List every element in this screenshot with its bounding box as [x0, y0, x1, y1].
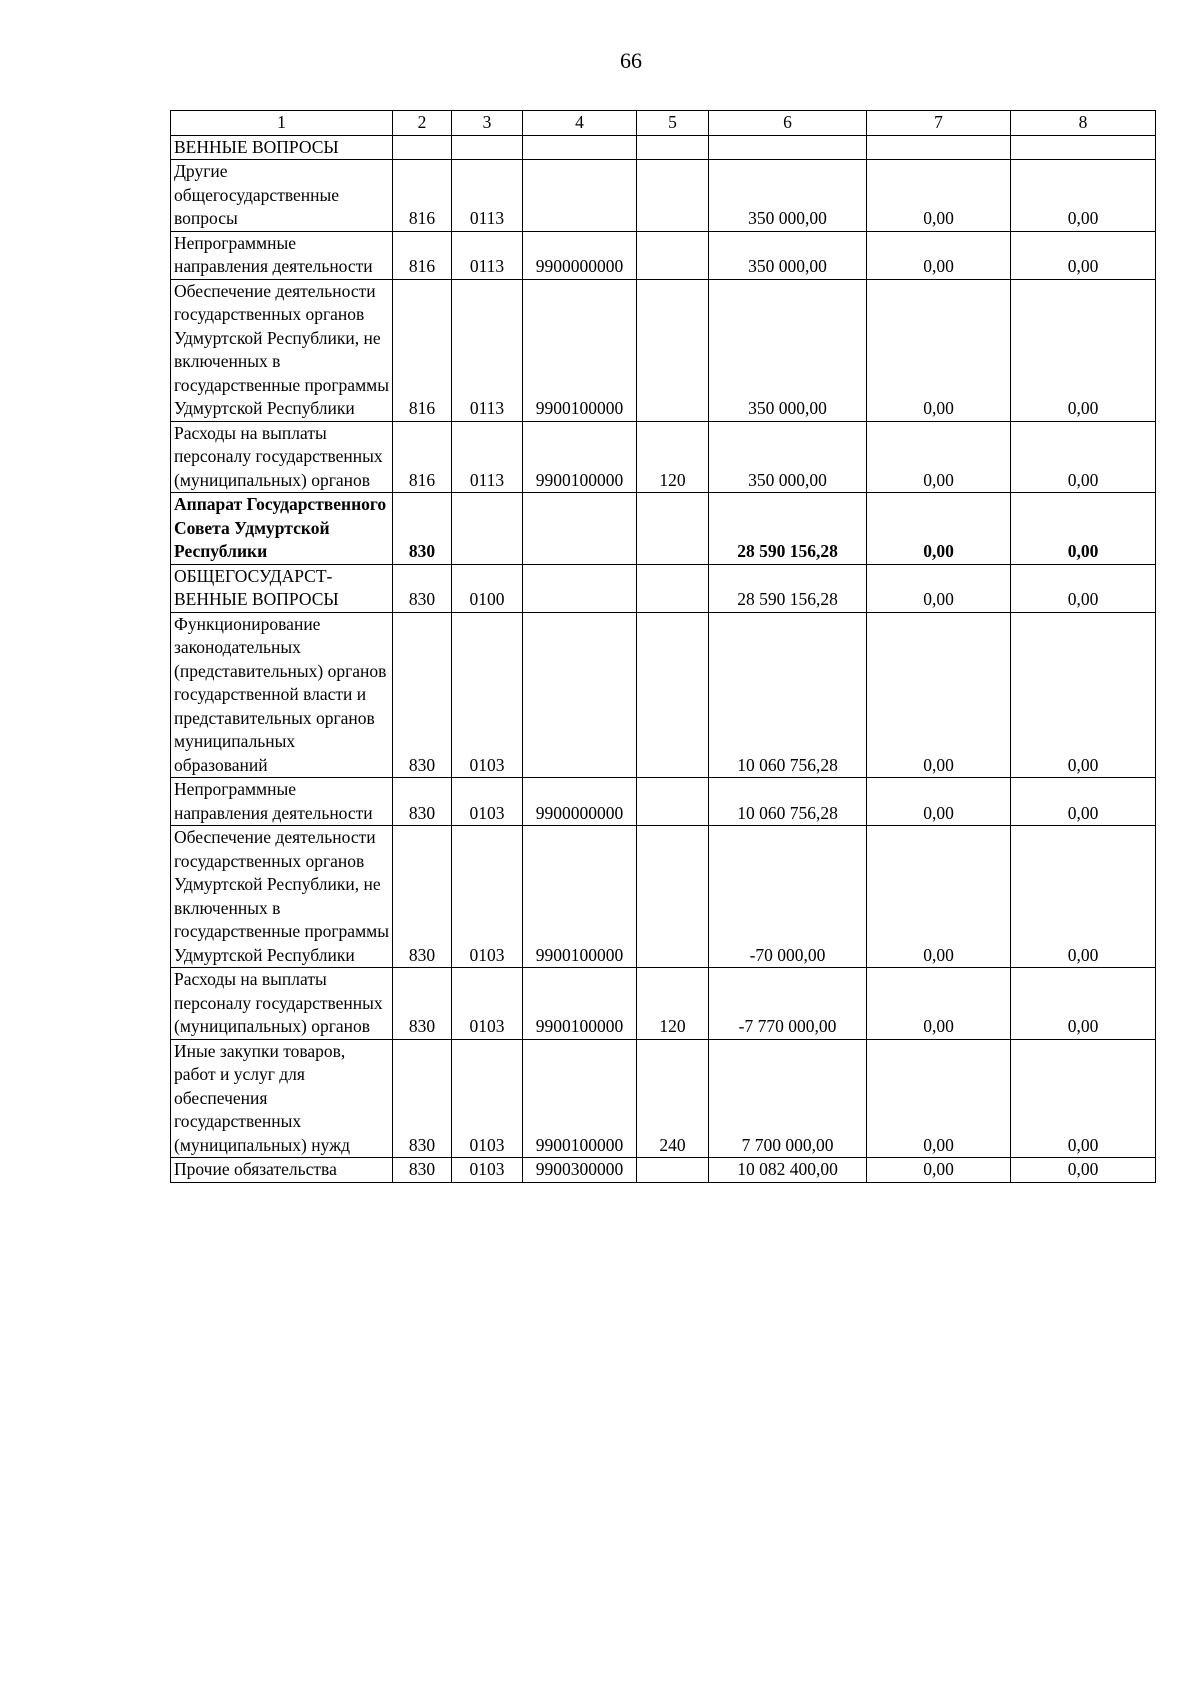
row-name-cell: Аппарат Государственного Совета Удмуртской Республики: [171, 493, 393, 565]
table-row: [171, 160, 1156, 232]
amount-year2-cell: 0,00: [867, 826, 1011, 968]
row-name-cell: Расходы на выплаты персоналу государственных (муниципальных) органов: [171, 968, 393, 1040]
section-code-cell: [452, 493, 523, 565]
column-header: 6: [709, 111, 867, 136]
row-name-cell: Функционирование законодательных (представительных) органов государственной власти и представительных органов муниципальных образований: [171, 612, 393, 778]
target-article-cell: 9900000000: [523, 231, 637, 279]
section-code-cell: 0103: [452, 612, 523, 778]
section-code-cell: 0103: [452, 1039, 523, 1158]
amount-year2-cell: 0,00: [867, 231, 1011, 279]
section-code-cell: 0103: [452, 1158, 523, 1183]
amount-cell: 7 700 000,00: [709, 1039, 867, 1158]
row-name-cell: ВЕННЫЕ ВОПРОСЫ: [171, 135, 393, 160]
target-article-cell: 9900000000: [523, 778, 637, 826]
target-article-cell: 9900100000: [523, 279, 637, 421]
amount-year3-cell: [1011, 135, 1156, 160]
amount-cell: 350 000,00: [709, 231, 867, 279]
row-name-cell: ОБЩЕГОСУДАРСТ-ВЕННЫЕ ВОПРОСЫ: [171, 564, 393, 612]
amount-year2-cell: 0,00: [867, 612, 1011, 778]
grbs-code-cell: 830: [393, 612, 452, 778]
amount-year3-cell: 0,00: [1011, 968, 1156, 1040]
amount-year3-cell: 0,00: [1011, 564, 1156, 612]
target-article-cell: 9900100000: [523, 968, 637, 1040]
amount-cell: 350 000,00: [709, 279, 867, 421]
grbs-code-cell: 830: [393, 1158, 452, 1183]
target-article-cell: 9900100000: [523, 826, 637, 968]
section-code-cell: 0103: [452, 826, 523, 968]
amount-year2-cell: 0,00: [867, 493, 1011, 565]
amount-year2-cell: 0,00: [867, 160, 1011, 232]
row-name-cell: Прочие обязательства: [171, 1158, 393, 1183]
expense-type-cell: 240: [637, 1039, 709, 1158]
section-code-cell: 0113: [452, 421, 523, 493]
amount-cell: 10 060 756,28: [709, 778, 867, 826]
amount-year3-cell: 0,00: [1011, 231, 1156, 279]
target-article-cell: 9900300000: [523, 1158, 637, 1183]
target-article-cell: 9900100000: [523, 1039, 637, 1158]
expense-type-cell: [637, 612, 709, 778]
expense-type-cell: [637, 279, 709, 421]
column-header: 3: [452, 111, 523, 136]
amount-cell: -70 000,00: [709, 826, 867, 968]
grbs-code-cell: 816: [393, 279, 452, 421]
amount-cell: [709, 135, 867, 160]
row-name-cell: Обеспечение деятельности государственных органов Удмуртской Республики, не включенных в государственные программы Удмуртской Республики: [171, 826, 393, 968]
grbs-code-cell: 830: [393, 1039, 452, 1158]
target-article-cell: [523, 564, 637, 612]
table-row: [171, 493, 1156, 565]
row-name-cell: Другие общегосударственные вопросы: [171, 160, 393, 232]
amount-year2-cell: 0,00: [867, 564, 1011, 612]
table-row: [171, 968, 1156, 1040]
grbs-code-cell: 830: [393, 778, 452, 826]
target-article-cell: [523, 135, 637, 160]
amount-cell: 28 590 156,28: [709, 493, 867, 565]
grbs-code-cell: 830: [393, 826, 452, 968]
table-row: [171, 231, 1156, 279]
target-article-cell: 9900100000: [523, 421, 637, 493]
amount-year3-cell: 0,00: [1011, 612, 1156, 778]
table-row: [171, 1158, 1156, 1183]
grbs-code-cell: 816: [393, 160, 452, 232]
section-code-cell: 0100: [452, 564, 523, 612]
column-header: 1: [171, 111, 393, 136]
expense-type-cell: [637, 1158, 709, 1183]
amount-year3-cell: 0,00: [1011, 1158, 1156, 1183]
section-code-cell: [452, 135, 523, 160]
expense-type-cell: 120: [637, 968, 709, 1040]
expense-type-cell: [637, 826, 709, 968]
expense-type-cell: [637, 160, 709, 232]
amount-year2-cell: 0,00: [867, 778, 1011, 826]
section-code-cell: 0113: [452, 231, 523, 279]
table-row: [171, 778, 1156, 826]
grbs-code-cell: 830: [393, 968, 452, 1040]
target-article-cell: [523, 493, 637, 565]
amount-cell: -7 770 000,00: [709, 968, 867, 1040]
amount-cell: 350 000,00: [709, 421, 867, 493]
amount-year3-cell: 0,00: [1011, 826, 1156, 968]
section-code-cell: 0113: [452, 160, 523, 232]
section-code-cell: 0113: [452, 279, 523, 421]
expense-type-cell: 120: [637, 421, 709, 493]
column-header: 2: [393, 111, 452, 136]
column-header: 4: [523, 111, 637, 136]
target-article-cell: [523, 160, 637, 232]
expense-type-cell: [637, 231, 709, 279]
expense-type-cell: [637, 493, 709, 565]
grbs-code-cell: 830: [393, 493, 452, 565]
amount-year3-cell: 0,00: [1011, 1039, 1156, 1158]
column-header: 7: [867, 111, 1011, 136]
amount-cell: 10 060 756,28: [709, 612, 867, 778]
row-name-cell: Иные закупки товаров, работ и услуг для обеспечения государственных (муниципальных) нужд: [171, 1039, 393, 1158]
amount-year2-cell: [867, 135, 1011, 160]
amount-cell: 28 590 156,28: [709, 564, 867, 612]
table-row: [171, 826, 1156, 968]
amount-year3-cell: 0,00: [1011, 279, 1156, 421]
amount-year3-cell: 0,00: [1011, 778, 1156, 826]
page-number: 66: [620, 48, 642, 73]
table-row: [171, 135, 1156, 160]
table-row: [171, 1039, 1156, 1158]
row-name-cell: Расходы на выплаты персоналу государственных (муниципальных) органов: [171, 421, 393, 493]
amount-year2-cell: 0,00: [867, 1039, 1011, 1158]
grbs-code-cell: 830: [393, 564, 452, 612]
grbs-code-cell: 816: [393, 231, 452, 279]
amount-cell: 350 000,00: [709, 160, 867, 232]
target-article-cell: [523, 612, 637, 778]
budget-table: [170, 110, 1156, 1183]
amount-year2-cell: 0,00: [867, 1158, 1011, 1183]
amount-year3-cell: 0,00: [1011, 421, 1156, 493]
amount-year3-cell: 0,00: [1011, 493, 1156, 565]
table-row: [171, 612, 1156, 778]
table-row: [171, 421, 1156, 493]
row-name-cell: Непрограммные направления деятельности: [171, 231, 393, 279]
table-row: [171, 564, 1156, 612]
amount-year2-cell: 0,00: [867, 279, 1011, 421]
expense-type-cell: [637, 564, 709, 612]
expense-type-cell: [637, 135, 709, 160]
section-code-cell: 0103: [452, 778, 523, 826]
column-header: 5: [637, 111, 709, 136]
amount-year3-cell: 0,00: [1011, 160, 1156, 232]
amount-cell: 10 082 400,00: [709, 1158, 867, 1183]
grbs-code-cell: [393, 135, 452, 160]
header-row: [171, 111, 1156, 136]
row-name-cell: Обеспечение деятельности государственных органов Удмуртской Республики, не включенных в государственные программы Удмуртской Республики: [171, 279, 393, 421]
column-header: 8: [1011, 111, 1156, 136]
grbs-code-cell: 816: [393, 421, 452, 493]
table-row: [171, 279, 1156, 421]
section-code-cell: 0103: [452, 968, 523, 1040]
amount-year2-cell: 0,00: [867, 421, 1011, 493]
row-name-cell: Непрограммные направления деятельности: [171, 778, 393, 826]
amount-year2-cell: 0,00: [867, 968, 1011, 1040]
expense-type-cell: [637, 778, 709, 826]
